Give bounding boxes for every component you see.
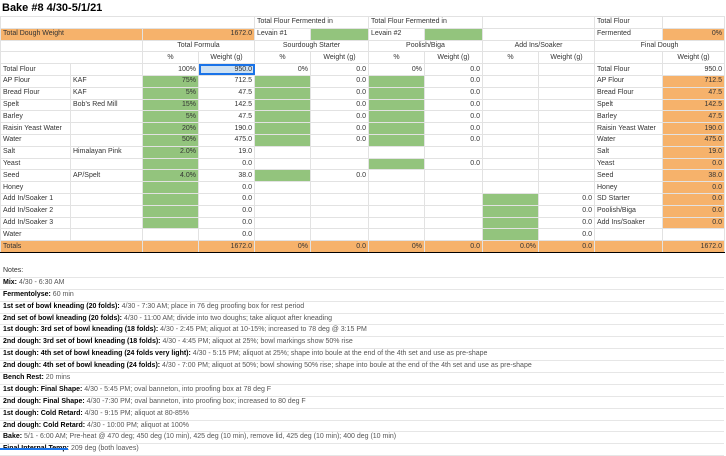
final-dough-weight[interactable]: 0.0	[663, 158, 725, 170]
note-line[interactable]	[0, 361, 724, 373]
notes-label[interactable]: Notes:	[0, 266, 724, 278]
total-formula-pct[interactable]: 5%	[143, 87, 199, 99]
total-formula-weight[interactable]: 475.0	[199, 134, 255, 146]
note-detail: 4/30 - 6:30 AM	[17, 278, 65, 286]
note-line[interactable]	[0, 444, 724, 456]
note-line[interactable]	[0, 325, 724, 337]
note-detail: 20 mins	[43, 374, 71, 382]
note-heading: 2nd set of bowl kneading (20 folds):	[3, 314, 123, 322]
note-detail: 4/30 - 10:00 PM; aliquot at 100%	[85, 421, 189, 429]
addin-pct[interactable]	[483, 64, 539, 76]
ingredient-row	[1, 217, 725, 229]
levain1-input[interactable]	[311, 28, 369, 40]
addin-weight[interactable]: 0.0	[539, 229, 595, 241]
addin-weight[interactable]: 0.0	[539, 205, 595, 217]
final-dough-weight[interactable]: 142.5	[663, 99, 725, 111]
poolish-pct[interactable]	[369, 146, 425, 158]
starter-weight[interactable]: 0.0	[311, 87, 369, 99]
total-formula-weight[interactable]: 0.0	[199, 193, 255, 205]
starter-pct[interactable]	[255, 205, 311, 217]
poolish-pct[interactable]	[369, 75, 425, 87]
note-line[interactable]	[0, 385, 724, 397]
starter-pct[interactable]	[255, 229, 311, 241]
weight-header[interactable]: Weight (g)	[311, 52, 369, 64]
note-detail: 4/30 - 4:45 PM; aliquot at 25%; bowl markings show 50% rise	[160, 338, 353, 346]
totals-formula-weight[interactable]: 1672.0	[199, 241, 255, 253]
total-formula-pct[interactable]	[143, 217, 199, 229]
ingredient-row	[1, 75, 725, 87]
poolish-pct[interactable]	[369, 158, 425, 170]
starter-weight[interactable]	[311, 182, 369, 194]
note-line[interactable]	[0, 432, 724, 444]
ingredient-name[interactable]: Add In/Soaker 2	[1, 205, 71, 217]
formula-grid	[0, 16, 724, 253]
addin-pct[interactable]	[483, 193, 539, 205]
total-formula-pct[interactable]: 20%	[143, 123, 199, 135]
total-formula-weight[interactable]: 47.5	[199, 87, 255, 99]
addin-pct[interactable]	[483, 146, 539, 158]
note-line[interactable]	[0, 290, 724, 302]
total-formula-pct[interactable]: 15%	[143, 99, 199, 111]
totals-label[interactable]: Totals	[1, 241, 143, 253]
totals-starter-weight[interactable]: 0.0	[311, 241, 369, 253]
note-heading: Bench Rest:	[3, 374, 44, 382]
final-dough-label[interactable]: Barley	[595, 111, 663, 123]
grid-cell[interactable]	[595, 241, 663, 253]
note-heading: 1st dough: Cold Retard:	[3, 409, 83, 417]
levain1-title-cell[interactable]: Total Flour Fermented in	[255, 17, 369, 29]
grid-cell[interactable]	[143, 241, 199, 253]
addin-weight[interactable]	[539, 75, 595, 87]
total-dough-weight-value[interactable]: 1672.0	[143, 28, 255, 40]
starter-weight[interactable]	[311, 146, 369, 158]
final-dough-weight[interactable]: 47.5	[663, 111, 725, 123]
ingredient-type[interactable]: Himalayan Pink	[71, 146, 143, 158]
note-line[interactable]	[0, 409, 724, 421]
note-heading: 1st dough: 4th set of bowl kneading (24 folds very light):	[3, 350, 191, 358]
total-formula-pct[interactable]: 50%	[143, 134, 199, 146]
final-dough-weight[interactable]: 0.0	[663, 217, 725, 229]
note-line[interactable]	[0, 349, 724, 361]
addin-weight[interactable]	[539, 64, 595, 76]
totals-poolish-pct[interactable]: 0%	[369, 241, 425, 253]
addin-weight[interactable]	[539, 111, 595, 123]
ingredient-type[interactable]	[71, 229, 143, 241]
note-detail: 5/1 - 6:00 AM; Pre-heat @ 470 deg; 450 deg (10 min), 425 deg (10 min), remove lid, 425 deg (10 min); 400 deg (10 min)	[22, 433, 397, 441]
note-detail: 4/30 - 5:45 PM; oval banneton, into proofing box at 78 deg F	[82, 385, 272, 393]
ingredient-row	[1, 205, 725, 217]
addin-weight[interactable]	[539, 146, 595, 158]
weight-header[interactable]: Weight (g)	[539, 52, 595, 64]
starter-pct[interactable]	[255, 123, 311, 135]
final-dough-label[interactable]: Water	[595, 134, 663, 146]
fermented-pct[interactable]: 0%	[663, 28, 725, 40]
starter-weight[interactable]	[311, 193, 369, 205]
final-dough-weight[interactable]: 0.0	[663, 205, 725, 217]
ingredient-name[interactable]: Water	[1, 134, 71, 146]
poolish-weight[interactable]: 0.0	[425, 64, 483, 76]
note-line[interactable]	[0, 302, 724, 314]
sheet-title: Bake #8 4/30-5/1/21	[2, 2, 103, 14]
total-formula-weight[interactable]: 19.0	[199, 146, 255, 158]
total-formula-weight[interactable]: 142.5	[199, 99, 255, 111]
fermented-label[interactable]: Fermented	[595, 28, 663, 40]
note-heading: Bake:	[3, 433, 23, 441]
final-dough-label[interactable]: SD Starter	[595, 193, 663, 205]
ingredient-type[interactable]	[71, 134, 143, 146]
ingredient-type[interactable]: KAF	[71, 75, 143, 87]
note-detail: 4/30 - 7:00 PM; aliquot at 50%; bowl showing 50% rise; shape into boule at the end of the 4th set and use as pre-shape	[160, 362, 532, 370]
ingredient-type[interactable]: AP/Spelt	[71, 170, 143, 182]
note-heading: 2nd dough: 3rd set of bowl kneading (18 folds):	[3, 338, 161, 346]
total-formula-pct[interactable]	[143, 205, 199, 217]
poolish-pct[interactable]: 0%	[369, 64, 425, 76]
ingredient-type[interactable]	[71, 217, 143, 229]
starter-pct[interactable]	[255, 75, 311, 87]
starter-pct[interactable]	[255, 87, 311, 99]
addin-weight[interactable]: 0.0	[539, 193, 595, 205]
starter-weight[interactable]: 0.0	[311, 170, 369, 182]
total-formula-pct[interactable]	[143, 193, 199, 205]
section-header-row	[1, 40, 725, 52]
addin-pct[interactable]	[483, 87, 539, 99]
addin-pct[interactable]	[483, 205, 539, 217]
total-formula-pct[interactable]: 75%	[143, 75, 199, 87]
levain2-input[interactable]	[425, 28, 483, 40]
poolish-weight[interactable]	[425, 170, 483, 182]
starter-pct[interactable]: 0%	[255, 64, 311, 76]
note-detail: 4/30 - 2:45 PM; aliquot at 10-15%; increased to 78 deg @ 3:15 PM	[158, 326, 367, 334]
header-row-1	[1, 17, 725, 29]
totals-addin-pct[interactable]: 0.0%	[483, 241, 539, 253]
grid-cell[interactable]	[1, 17, 255, 29]
total-formula-pct[interactable]: 4.0%	[143, 170, 199, 182]
grid-cell[interactable]	[483, 17, 595, 29]
addin-pct[interactable]	[483, 217, 539, 229]
note-detail: 60 min	[50, 290, 74, 298]
ingredient-name[interactable]: Water	[1, 229, 71, 241]
note-line[interactable]	[0, 373, 724, 385]
ingredient-type[interactable]	[71, 123, 143, 135]
ingredient-row	[1, 87, 725, 99]
addin-weight[interactable]	[539, 99, 595, 111]
poolish-pct[interactable]	[369, 170, 425, 182]
weight-header[interactable]: Weight (g)	[425, 52, 483, 64]
addin-pct[interactable]	[483, 158, 539, 170]
final-dough-label[interactable]	[595, 229, 663, 241]
addin-weight[interactable]: 0.0	[539, 217, 595, 229]
final-dough-weight[interactable]: 19.0	[663, 146, 725, 158]
poolish-pct[interactable]	[369, 193, 425, 205]
final-dough-weight[interactable]: 190.0	[663, 123, 725, 135]
note-heading: 2nd dough: Cold Retard:	[3, 421, 86, 429]
final-dough-label[interactable]: Poolish/Biga	[595, 205, 663, 217]
poolish-weight[interactable]	[425, 229, 483, 241]
totals-final-weight[interactable]: 1672.0	[663, 241, 725, 253]
ingredient-type[interactable]: KAF	[71, 87, 143, 99]
ingredient-name[interactable]: Bread Flour	[1, 87, 71, 99]
addin-weight[interactable]	[539, 182, 595, 194]
final-dough-weight[interactable]: 47.5	[663, 87, 725, 99]
addin-pct[interactable]	[483, 75, 539, 87]
pct-header[interactable]: %	[255, 52, 311, 64]
notes-section	[0, 266, 724, 456]
note-line[interactable]	[0, 314, 724, 326]
final-dough-label[interactable]: Spelt	[595, 99, 663, 111]
note-heading: Mix:	[3, 278, 17, 286]
ingredient-row	[1, 158, 725, 170]
addin-pct[interactable]	[483, 182, 539, 194]
note-heading: 2nd dough: 4th set of bowl kneading (24 folds):	[3, 362, 161, 370]
addin-weight[interactable]	[539, 134, 595, 146]
levain2-label[interactable]: Levain #2	[369, 28, 425, 40]
ingredient-type[interactable]	[71, 111, 143, 123]
final-dough-label[interactable]: Salt	[595, 146, 663, 158]
starter-weight[interactable]: 0.0	[311, 75, 369, 87]
pct-header[interactable]: %	[143, 52, 199, 64]
final-dough-weight[interactable]	[663, 229, 725, 241]
total-formula-weight[interactable]: 38.0	[199, 170, 255, 182]
ingredient-name[interactable]: AP Flour	[1, 75, 71, 87]
starter-weight[interactable]: 0.0	[311, 134, 369, 146]
final-dough-weight[interactable]: 475.0	[663, 134, 725, 146]
final-flour-title-cell[interactable]: Total Flour	[595, 17, 663, 29]
total-formula-weight[interactable]: 712.5	[199, 75, 255, 87]
final-dough-label[interactable]: Seed	[595, 170, 663, 182]
starter-weight[interactable]: 0.0	[311, 99, 369, 111]
final-dough-weight[interactable]: 38.0	[663, 170, 725, 182]
starter-pct[interactable]	[255, 170, 311, 182]
ingredient-name[interactable]: Total Flour	[1, 64, 71, 76]
starter-weight[interactable]: 0.0	[311, 64, 369, 76]
total-formula-pct[interactable]: 100%	[143, 64, 199, 76]
grid-cell[interactable]	[1, 52, 143, 64]
note-detail: 4/30 - 9:15 PM; aliquot at 80-85%	[82, 409, 189, 417]
note-heading: 2nd dough: Final Shape:	[3, 397, 85, 405]
note-detail: 4/30 - 5:15 PM; aliquot at 25%; shape into boule at the end of the 4th set and use as pre-shape	[190, 350, 488, 358]
note-line[interactable]	[0, 337, 724, 349]
poolish-pct[interactable]	[369, 205, 425, 217]
addin-pct[interactable]	[483, 134, 539, 146]
total-formula-weight[interactable]: 950.0	[199, 64, 255, 76]
total-formula-weight[interactable]: 190.0	[199, 123, 255, 135]
starter-weight[interactable]	[311, 229, 369, 241]
poolish-weight[interactable]	[425, 217, 483, 229]
totals-starter-pct[interactable]: 0%	[255, 241, 311, 253]
poolish-weight[interactable]: 0.0	[425, 75, 483, 87]
final-dough-label[interactable]: Honey	[595, 182, 663, 194]
poolish-pct[interactable]	[369, 217, 425, 229]
ingredient-row	[1, 193, 725, 205]
note-heading: 1st dough: 3rd set of bowl kneading (18 folds):	[3, 326, 159, 334]
section-header-pb[interactable]: Poolish/Biga	[369, 40, 483, 52]
starter-weight[interactable]	[311, 217, 369, 229]
ingredient-type[interactable]	[71, 158, 143, 170]
ingredient-type[interactable]	[71, 205, 143, 217]
ingredient-name[interactable]: Spelt	[1, 99, 71, 111]
final-dough-label[interactable]: Raisin Yeast Water	[595, 123, 663, 135]
starter-weight[interactable]: 0.0	[311, 123, 369, 135]
levain2-title-cell[interactable]: Total Flour Fermented in	[369, 17, 483, 29]
ingredient-name[interactable]: Add In/Soaker 3	[1, 217, 71, 229]
total-formula-pct[interactable]: 5%	[143, 111, 199, 123]
ingredient-row	[1, 229, 725, 241]
total-formula-weight[interactable]: 0.0	[199, 182, 255, 194]
ingredient-name[interactable]: Honey	[1, 182, 71, 194]
totals-row	[1, 241, 725, 253]
note-line[interactable]	[0, 278, 724, 290]
ingredient-name[interactable]: Yeast	[1, 158, 71, 170]
note-detail: 4/30 - 7:30 AM; place in 76 deg proofing box for rest period	[119, 302, 305, 310]
note-detail: 209 deg (both loaves)	[69, 445, 139, 453]
ingredient-type[interactable]	[71, 193, 143, 205]
note-detail: 4/30 - 11:00 AM; divide into two doughs; take aliquot after kneading	[122, 314, 333, 322]
note-line[interactable]	[0, 421, 724, 433]
poolish-weight[interactable]	[425, 205, 483, 217]
poolish-pct[interactable]	[369, 134, 425, 146]
starter-pct[interactable]	[255, 134, 311, 146]
pct-header[interactable]: %	[483, 52, 539, 64]
final-dough-label[interactable]: Add Ins/Soaker	[595, 217, 663, 229]
note-detail: 4/30 -7:30 PM; oval banneton, into proofing box; increased to 80 deg F	[84, 397, 306, 405]
final-dough-weight[interactable]: 0.0	[663, 193, 725, 205]
poolish-weight[interactable]: 0.0	[425, 134, 483, 146]
section-header-ai[interactable]: Add Ins/Soaker	[483, 40, 595, 52]
levain1-label[interactable]: Levain #1	[255, 28, 311, 40]
total-formula-weight[interactable]: 0.0	[199, 229, 255, 241]
poolish-pct[interactable]	[369, 99, 425, 111]
ingredient-name[interactable]: Add In/Soaker 1	[1, 193, 71, 205]
starter-weight[interactable]: 0.0	[311, 111, 369, 123]
final-dough-label[interactable]: Total Flour	[595, 64, 663, 76]
header-row-2	[1, 28, 725, 40]
total-formula-weight[interactable]: 0.0	[199, 158, 255, 170]
section-header-sd[interactable]: Sourdough Starter	[255, 40, 369, 52]
poolish-pct[interactable]	[369, 87, 425, 99]
ingredient-type[interactable]	[71, 64, 143, 76]
addin-weight[interactable]	[539, 158, 595, 170]
addin-pct[interactable]	[483, 111, 539, 123]
ingredient-name[interactable]: Seed	[1, 170, 71, 182]
starter-pct[interactable]	[255, 182, 311, 194]
poolish-pct[interactable]	[369, 182, 425, 194]
ingredient-type[interactable]: Bob's Red Mill	[71, 99, 143, 111]
starter-weight[interactable]	[311, 158, 369, 170]
starter-pct[interactable]	[255, 99, 311, 111]
note-heading: Fermentolyse:	[3, 290, 51, 298]
addin-weight[interactable]	[539, 123, 595, 135]
total-formula-pct[interactable]	[143, 182, 199, 194]
addin-weight[interactable]	[539, 87, 595, 99]
ingredient-row	[1, 64, 725, 76]
poolish-weight[interactable]	[425, 146, 483, 158]
starter-pct[interactable]	[255, 146, 311, 158]
total-formula-pct[interactable]: 2.0%	[143, 146, 199, 158]
section-header-fd[interactable]: Final Dough	[595, 40, 725, 52]
ingredient-name[interactable]: Raisin Yeast Water	[1, 123, 71, 135]
note-heading: 1st set of bowl kneading (20 folds):	[3, 302, 120, 310]
ingredient-row	[1, 146, 725, 158]
final-dough-label[interactable]: Bread Flour	[595, 87, 663, 99]
subheader-row	[1, 52, 725, 64]
selected-cell-indicator	[0, 448, 68, 454]
total-formula-pct[interactable]	[143, 229, 199, 241]
final-dough-weight[interactable]: 0.0	[663, 182, 725, 194]
starter-pct[interactable]	[255, 193, 311, 205]
pct-header[interactable]: %	[369, 52, 425, 64]
ingredient-type[interactable]	[71, 182, 143, 194]
starter-weight[interactable]	[311, 205, 369, 217]
note-line[interactable]	[0, 397, 724, 409]
ingredient-name[interactable]: Barley	[1, 111, 71, 123]
note-heading: Final Internal Temp:	[3, 445, 69, 453]
totals-addin-weight[interactable]: 0.0	[539, 241, 595, 253]
poolish-weight[interactable]: 0.0	[425, 158, 483, 170]
addin-weight[interactable]	[539, 170, 595, 182]
weight-header[interactable]: Weight (g)	[663, 52, 725, 64]
poolish-pct[interactable]	[369, 229, 425, 241]
starter-pct[interactable]	[255, 111, 311, 123]
poolish-weight[interactable]: 0.0	[425, 99, 483, 111]
total-formula-weight[interactable]: 0.0	[199, 217, 255, 229]
total-formula-weight[interactable]: 47.5	[199, 111, 255, 123]
ingredient-row	[1, 99, 725, 111]
ingredient-row	[1, 111, 725, 123]
note-heading: 1st dough: Final Shape:	[3, 385, 83, 393]
poolish-weight[interactable]: 0.0	[425, 111, 483, 123]
poolish-pct[interactable]	[369, 123, 425, 135]
ingredient-row	[1, 134, 725, 146]
starter-pct[interactable]	[255, 158, 311, 170]
addin-pct[interactable]	[483, 170, 539, 182]
ingredient-name[interactable]: Salt	[1, 146, 71, 158]
grid-cell[interactable]	[595, 52, 663, 64]
total-dough-weight-label[interactable]: Total Dough Weight	[1, 28, 143, 40]
totals-poolish-weight[interactable]: 0.0	[425, 241, 483, 253]
final-dough-label[interactable]: Yeast	[595, 158, 663, 170]
final-dough-weight[interactable]: 950.0	[663, 64, 725, 76]
poolish-weight[interactable]: 0.0	[425, 123, 483, 135]
poolish-weight[interactable]	[425, 193, 483, 205]
poolish-weight[interactable]	[425, 182, 483, 194]
ingredient-row	[1, 182, 725, 194]
addin-pct[interactable]	[483, 99, 539, 111]
addin-pct[interactable]	[483, 123, 539, 135]
addin-pct[interactable]	[483, 229, 539, 241]
final-dough-label[interactable]: AP Flour	[595, 75, 663, 87]
section-header-tf[interactable]: Total Formula	[143, 40, 255, 52]
grid-cell[interactable]	[663, 17, 725, 29]
poolish-weight[interactable]: 0.0	[425, 87, 483, 99]
total-formula-pct[interactable]	[143, 158, 199, 170]
weight-header[interactable]: Weight (g)	[199, 52, 255, 64]
total-formula-weight[interactable]: 0.0	[199, 205, 255, 217]
grid-cell[interactable]	[1, 40, 143, 52]
final-dough-weight[interactable]: 712.5	[663, 75, 725, 87]
ingredient-row	[1, 170, 725, 182]
starter-pct[interactable]	[255, 217, 311, 229]
ingredient-row	[1, 123, 725, 135]
poolish-pct[interactable]	[369, 111, 425, 123]
grid-cell[interactable]	[483, 28, 595, 40]
